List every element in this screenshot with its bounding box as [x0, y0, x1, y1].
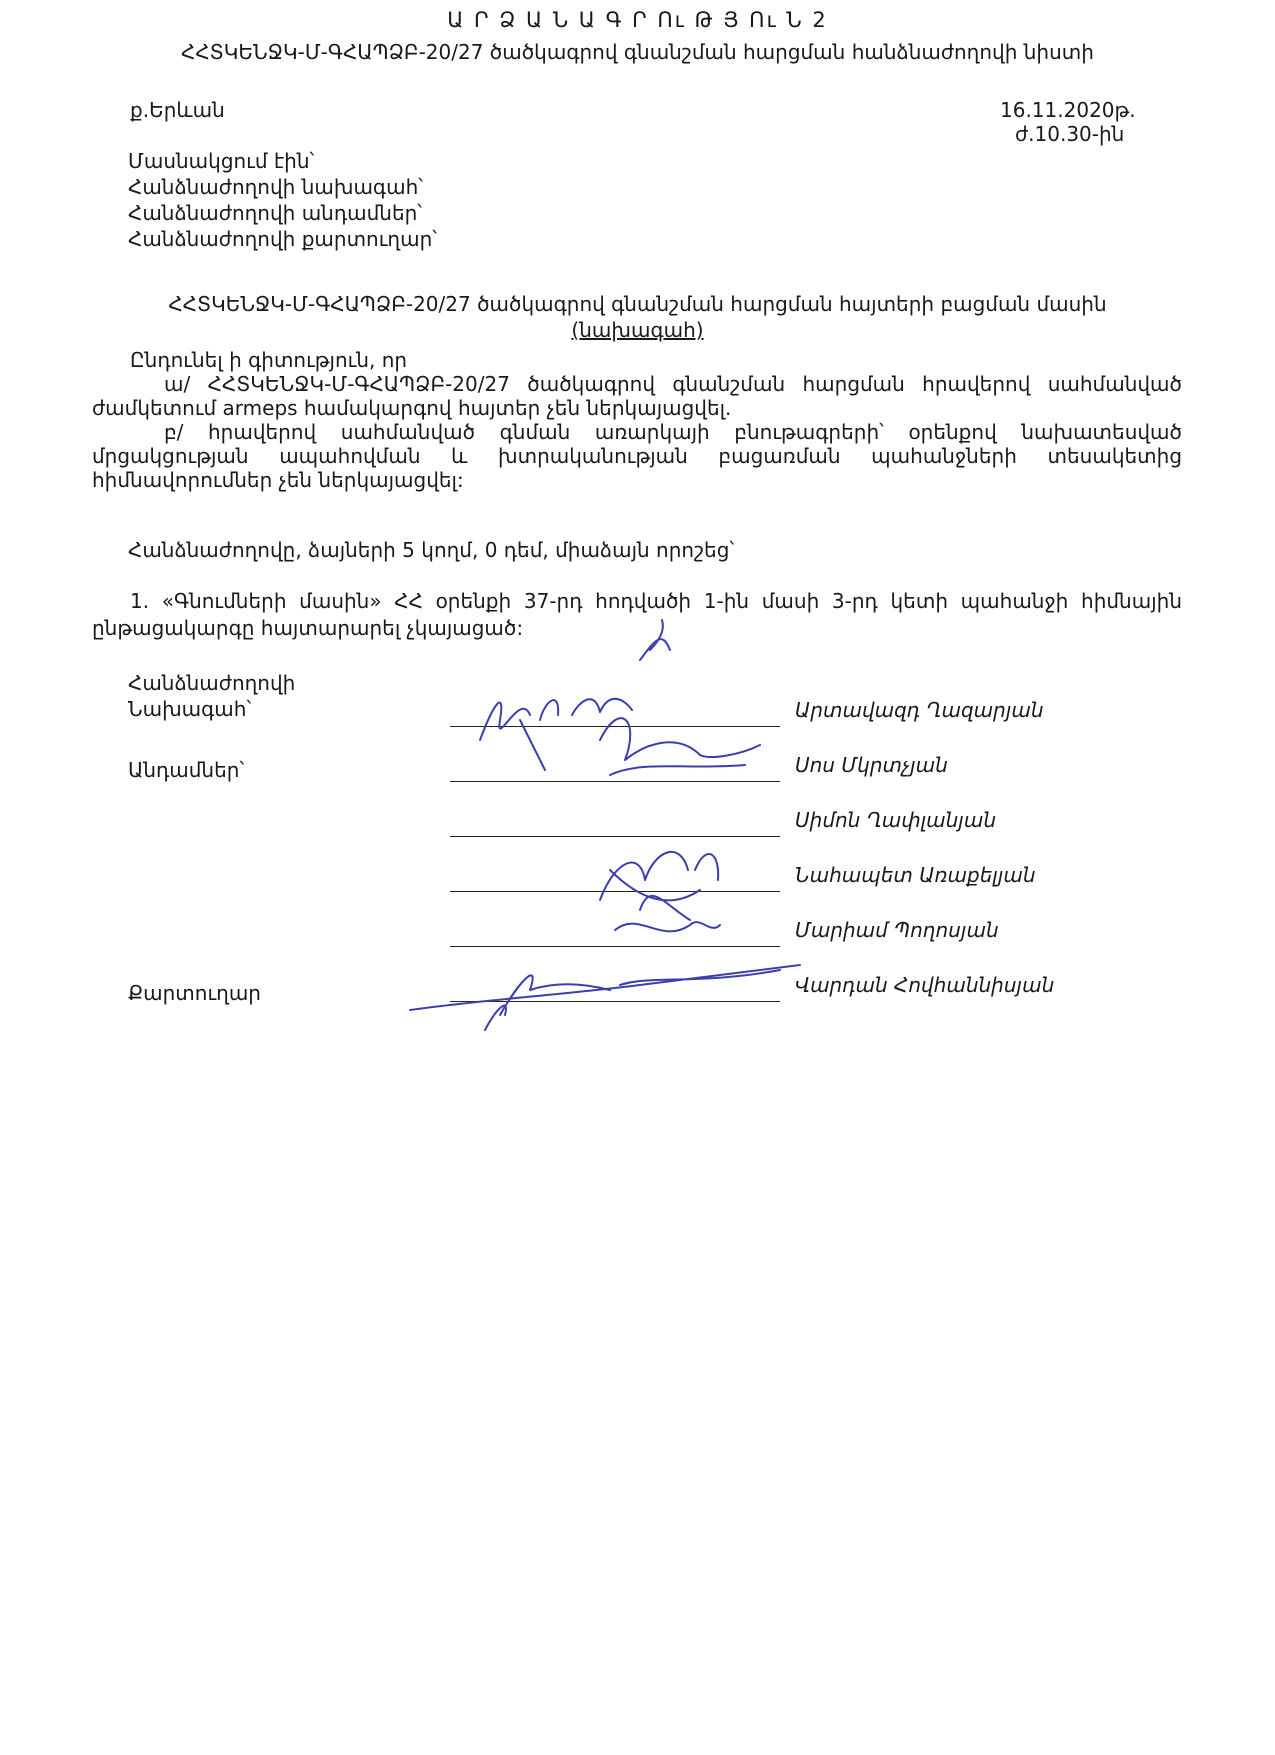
document-subtitle: ՀՀՏԿԵՆՋԿ-Մ-ԳՀԱՊՁԲ-20/27 ծածկագրով գնանշման հարցման հանձնաժողովի նիստի	[181, 40, 1094, 64]
city: ք.Երևան	[130, 98, 225, 122]
section-subtitle	[0, 318, 1275, 342]
body-text	[92, 348, 1182, 492]
signature-line	[450, 836, 780, 837]
chair-role-line1: Հանձնաժողովի	[128, 671, 296, 695]
secretary-role: Քարտուղար	[128, 981, 261, 1005]
section-subtitle-text: (նախագահ)	[571, 318, 704, 342]
participant-role: Հանձնաժողովի նախագահ՝	[128, 175, 423, 199]
signature-line	[450, 726, 780, 727]
participants-block	[128, 148, 437, 252]
signature-member-3	[600, 852, 718, 920]
document-title: Ա Ր Ձ Ա Ն Ա Գ Ր Ու Թ Յ Ու Ն 2	[447, 8, 828, 32]
decision-item: 1. «Գնումների մասին» ՀՀ օրենքի 37-րդ հոդվածի 1-ին մասի 3-րդ կետի պահանջի հիմնային ընթացակարգը հայտարարել չկայացած:	[92, 589, 1182, 640]
section-title: ՀՀՏԿԵՆՋԿ-Մ-ԳՀԱՊՁԲ-20/27 ծածկագրով գնանշման հարցման հայտերի բացման մասին	[168, 292, 1107, 316]
participant-role: Հանձնաժողովի անդամներ՝	[128, 201, 423, 225]
date: 16.11.2020թ.	[1000, 98, 1136, 122]
time: ժ.10.30-ին	[1015, 122, 1125, 146]
member-name: Նահապետ Առաքելյան	[795, 863, 1036, 887]
participants-label: Մասնակցում էին՝	[128, 149, 315, 173]
member-name: Արտավազդ Ղազարյան	[795, 698, 1044, 722]
body-point-b: բ/ հրավերով սահմանված գնման առարկայի բնութագրերի՝ օրենքով նախատեսված մրցակցության ապահովման և խտրականության բացառման պահանջների տեսակետից հիմնավորումներ չեն ներկայացվել:	[92, 420, 1182, 492]
signature-secretary	[410, 965, 800, 1030]
signature-line	[450, 781, 780, 782]
member-name: Սիմոն Ղափլանյան	[795, 808, 997, 832]
body-intro: Ընդունել ի գիտություն, որ	[130, 348, 408, 372]
signature-line	[450, 891, 780, 892]
signature-line	[450, 1001, 780, 1002]
chair-role-line2: Նախագահ՝	[128, 697, 252, 721]
chair-role	[128, 670, 295, 722]
body-point-a: ա/ ՀՀՏԿԵՆՋԿ-Մ-ԳՀԱՊՁԲ-20/27 ծածկագրով գնանշման հարցման հրավերով սահմանված ժամկետում armeps համակարգով հայտեր չեն ներկայացվել.	[92, 372, 1182, 420]
participant-role: Հանձնաժողովի քարտուղար՝	[128, 227, 438, 251]
member-name: Սոս Մկրտչյան	[795, 753, 948, 777]
member-name: Մարիամ Պողոսյան	[795, 918, 999, 942]
member-name: Վարդան Հովհաննիսյան	[795, 973, 1055, 997]
signature-chair	[480, 639, 670, 740]
vote-result: Հանձնաժողովը, ձայների 5 կողմ, 0 դեմ, միաձայն որոշեց՝	[128, 538, 735, 562]
signature-member-4	[615, 922, 720, 931]
signature-line	[450, 946, 780, 947]
members-role: Անդամներ՝	[128, 758, 245, 782]
